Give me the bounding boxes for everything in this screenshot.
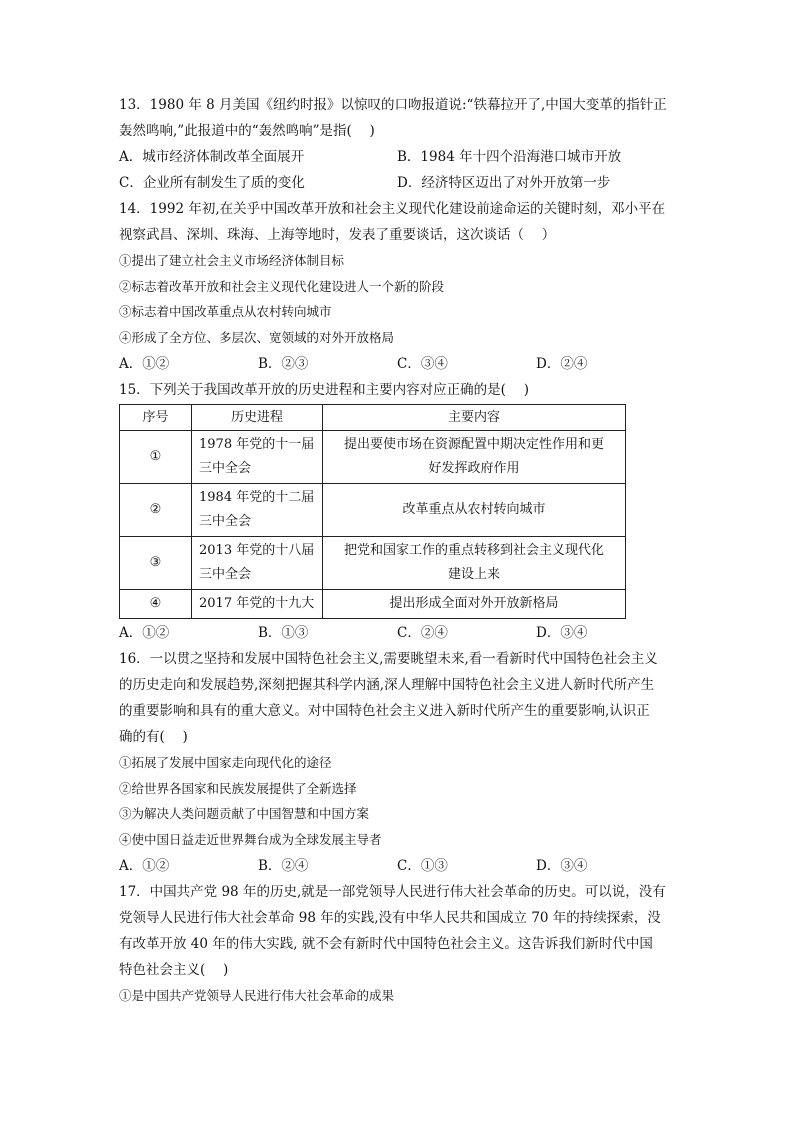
- q16-item-1: ①拓展了发展中国家走向现代化的途径: [119, 755, 332, 770]
- q16-item-4: ④使中国日益走近世界舞台成为全球发展主导者: [119, 831, 382, 847]
- q17-stem-line-1: 17．中国共产党 98 年的历史,就是一部党领导人民进行伟大社会革命的历史。可以说，没有: [119, 884, 666, 900]
- q13-option-c[interactable]: C．企业所有制发生了质的变化: [119, 175, 305, 191]
- row-2-main: 改革重点从农村转向城市: [323, 484, 626, 537]
- q13-option-a[interactable]: A．城市经济体制改革全面展开: [119, 149, 305, 165]
- q14-item-3: ③标志着中国改革重点从农村转向城市: [119, 304, 332, 319]
- q13-option-d[interactable]: D．经济特区迈出了对外开放第一步: [397, 175, 611, 191]
- row-1-history: [192, 431, 323, 484]
- row-3-history-line-1: 2013 年党的十八届: [199, 543, 315, 558]
- table-row: [120, 484, 626, 537]
- q15-stem: 15．下列关于我国改革开放的历史进程和主要内容对应正确的是( ): [119, 382, 530, 398]
- question-17: [119, 879, 679, 1009]
- q15-option-a[interactable]: A．①②: [119, 625, 170, 641]
- row-3-no: ③: [120, 537, 192, 590]
- q13-option-b[interactable]: B．1984 年十四个沿海港口城市开放: [397, 149, 622, 165]
- q15-option-b[interactable]: B．①③: [258, 625, 309, 641]
- q16-stem-line-2: 的历史走向和发展趋势,深刻把握其科学内涵,深人理解中国特色社会主义进人新时代所产生: [119, 677, 655, 693]
- row-2-history: [192, 484, 323, 537]
- q16-stem-line-3: 的重要影响和具有的重大意义。对中国特色社会主义进入新时代所产生的重要影响,认识正: [119, 703, 650, 719]
- row-3-history-line-2: 三中全会: [199, 567, 252, 582]
- q14-options: [119, 351, 679, 377]
- row-3-main-line-2: 建设上来: [447, 567, 500, 582]
- q14-item-1: ①提出了建立社会主义市场经济体制目标: [119, 253, 345, 268]
- question-13: [119, 92, 679, 196]
- table-row: [120, 537, 626, 590]
- row-2-history-line-1: 1984 年党的十二届: [199, 490, 315, 505]
- row-3-main-line-1: 把党和国家工作的重点转移到社会主义现代化: [343, 543, 604, 558]
- table-row: [120, 431, 626, 484]
- exam-page: [119, 92, 679, 1009]
- row-1-main-line-1: 提出要使市场在资源配置中期决定性作用和更: [343, 437, 604, 452]
- q16-option-d[interactable]: D．③④: [536, 858, 588, 874]
- q15-options: [119, 620, 679, 646]
- row-2-history-line-2: 三中全会: [199, 514, 252, 529]
- q16-item-2: ②给世界各国家和民族发展提供了全新选择: [119, 780, 357, 796]
- row-1-main: [323, 431, 626, 484]
- q16-stem-line-4: 确的有( ): [119, 729, 188, 745]
- row-2-no: ②: [120, 484, 192, 537]
- row-1-history-line-1: 1978 年党的十一届: [199, 437, 315, 452]
- q16-stem-line-1: 16．一以贯之坚持和发展中国特色社会主义,需要眺望未来,看一看新时代中国特色社会主义: [119, 651, 658, 667]
- q14-item-2: ②标志着改革开放和社会主义现代化建设进人一个新的阶段: [119, 278, 445, 294]
- row-3-history: [192, 537, 323, 590]
- q16-option-c[interactable]: C．①③: [397, 858, 448, 874]
- q14-option-c[interactable]: C．③④: [397, 356, 448, 372]
- header-no: 序号: [120, 405, 192, 431]
- row-1-main-line-2: 好发挥政府作用: [428, 461, 520, 476]
- q16-item-3: ③为解决人类问题贡献了中国智慧和中国方案: [119, 806, 370, 821]
- q15-option-d[interactable]: D．③④: [536, 625, 588, 641]
- q14-stem-line-1: 14．1992 年初,在关乎中国改革开放和社会主义现代化建设前途命运的关键时刻，邓小平在: [119, 201, 666, 217]
- q13-options-row-2: [119, 170, 679, 196]
- q16-options: [119, 853, 679, 879]
- q17-stem-line-4: 特色社会主义( ): [119, 962, 229, 978]
- table-header-row: [120, 405, 626, 431]
- q14-option-b[interactable]: B．②③: [258, 356, 309, 372]
- q14-stem-line-2: 视察武昌、深圳、珠海、上海等地时，发表了重要谈话，这次谈话（ ）: [119, 227, 556, 243]
- table-row: [120, 590, 626, 619]
- row-4-history: 2017 年党的十九大: [192, 590, 323, 619]
- row-4-main: 提出形成全面对外开放新格局: [323, 590, 626, 619]
- question-16: [119, 646, 679, 879]
- history-table: [119, 404, 626, 619]
- row-1-history-line-2: 三中全会: [199, 461, 252, 476]
- q13-options-row-1: [119, 144, 679, 170]
- question-14: [119, 196, 679, 377]
- row-1-no: ①: [120, 431, 192, 484]
- q16-option-b[interactable]: B．②④: [258, 858, 309, 874]
- q17-stem-line-3: 有改革开放 40 年的伟大实践, 就不会有新时代中国特色社会主义。这告诉我们新时代中国: [119, 936, 653, 952]
- q14-item-4: ④形成了全方位、多层次、宽领域的对外开放格局: [119, 329, 395, 345]
- q15-option-c[interactable]: C．②④: [397, 625, 448, 641]
- q13-stem-line-2: 轰然鸣响,”此报道中的“轰然鸣响”是指( ): [119, 123, 375, 139]
- row-3-main: [323, 537, 626, 590]
- question-15: [119, 377, 679, 646]
- row-4-no: ④: [120, 590, 192, 619]
- q17-stem-line-2: 党领导人民进行伟大社会革命 98 年的实践,没有中华人民共和国成立 70 年的持续探索，没: [119, 910, 661, 926]
- q13-stem-line-1: 13．1980 年 8 月美国《纽约时报》以惊叹的口吻报道说:“铁幕拉开了,中国大变革的指针正: [119, 97, 667, 113]
- header-main: 主要内容: [323, 405, 626, 431]
- q17-item-1: ①是中国共产党领导人民进行伟大社会革命的成果: [119, 988, 395, 1003]
- q14-option-d[interactable]: D．②④: [536, 356, 588, 372]
- q14-option-a[interactable]: A．①②: [119, 356, 170, 372]
- q16-option-a[interactable]: A．①②: [119, 858, 170, 874]
- header-history: 历史进程: [192, 405, 323, 431]
